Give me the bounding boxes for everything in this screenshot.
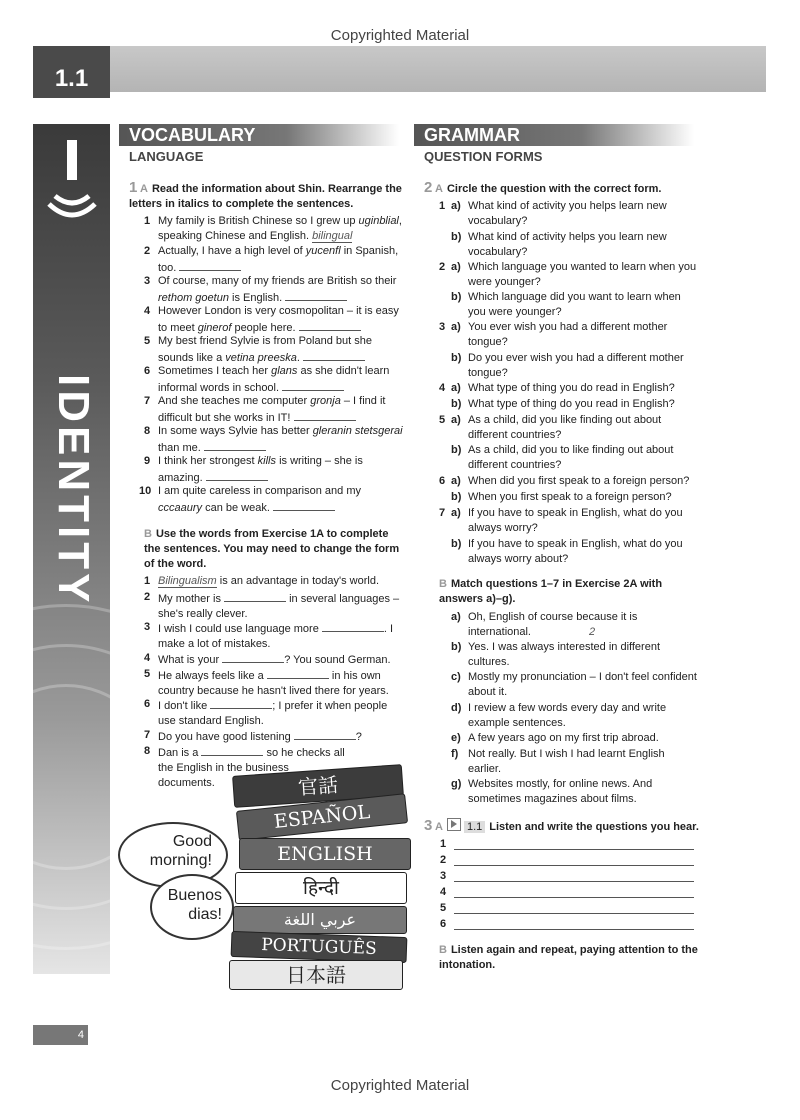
speech-bubble-left: Good morning! <box>118 822 228 888</box>
exercise-1-number: 1 <box>129 179 138 196</box>
exercise-3b-letter: B <box>439 944 447 956</box>
exercise-3-number: 3 <box>424 817 433 834</box>
books-illustration <box>225 770 415 990</box>
example-match: 2 <box>589 626 596 638</box>
exercise-1a-instruction: 1 A Read the information about Shin. Rearrange the letters in italics to complete the sentences. <box>129 179 402 210</box>
unit-title: IDENTITY <box>49 374 98 607</box>
book-spine: ESPAÑOL <box>236 793 408 841</box>
answer-line[interactable]: 4 <box>440 886 446 898</box>
exercise-2a-instruction: 2 A Circle the question with the correct form. <box>424 179 662 196</box>
exercise-3a-instruction: 3 A 1.1 Listen and write the questions you hear. <box>424 817 699 834</box>
exercise-1b-instruction: B Use the words from Exercise 1A to complete the sentences. You may need to change the form of the word. <box>144 528 400 570</box>
exercise-1a-letter: A <box>140 183 148 195</box>
speech-icon <box>47 138 97 228</box>
answer-line[interactable]: 3 <box>440 870 446 882</box>
example-answer: Bilingualism <box>158 575 217 587</box>
exercise-3a-letter: A <box>435 821 443 833</box>
exercise-2b-letter: B <box>439 578 447 590</box>
top-banner <box>33 46 766 92</box>
copyright-top: Copyrighted Material <box>330 27 470 44</box>
speech-bubble-right: Buenos dias! <box>150 874 234 940</box>
example-answer: bilingual <box>312 230 353 242</box>
exercise-3b-instruction: B Listen again and repeat, paying attention to the intonation. <box>439 944 698 971</box>
book-spine: عربي اللغة <box>233 906 407 934</box>
vocabulary-subheading: LANGUAGE <box>129 149 204 164</box>
exercise-2-number: 2 <box>424 179 433 196</box>
book-spine: हिन्दी <box>235 872 407 904</box>
book-spine: PORTUGUÊS <box>231 931 408 963</box>
exercise-2a-letter: A <box>435 183 443 195</box>
answer-line[interactable]: 1 <box>440 838 446 850</box>
exercise-2b-instruction: B Match questions 1–7 in Exercise 2A with answers a)–g). <box>439 578 663 605</box>
book-spine: 官話 <box>232 764 404 808</box>
copyright-bottom: Copyrighted Material <box>330 1077 470 1094</box>
answer-line[interactable]: 6 <box>440 918 446 930</box>
book-spine: ENGLISH <box>239 838 411 870</box>
answer-line[interactable]: 2 <box>440 854 446 866</box>
unit-sidebar <box>33 124 110 974</box>
answer-line[interactable]: 5 <box>440 902 446 914</box>
exercise-1b-letter: B <box>144 528 152 540</box>
page-number: 4 <box>33 1025 88 1045</box>
vocabulary-heading: VOCABULARY <box>119 124 399 146</box>
audio-track-number: 1.1 <box>464 821 485 833</box>
grammar-heading: GRAMMAR <box>414 124 694 146</box>
book-spine: 日本語 <box>229 960 403 990</box>
unit-number: 1.1 <box>54 65 89 92</box>
audio-track-icon[interactable] <box>447 818 461 831</box>
grammar-subheading: QUESTION FORMS <box>424 149 543 164</box>
